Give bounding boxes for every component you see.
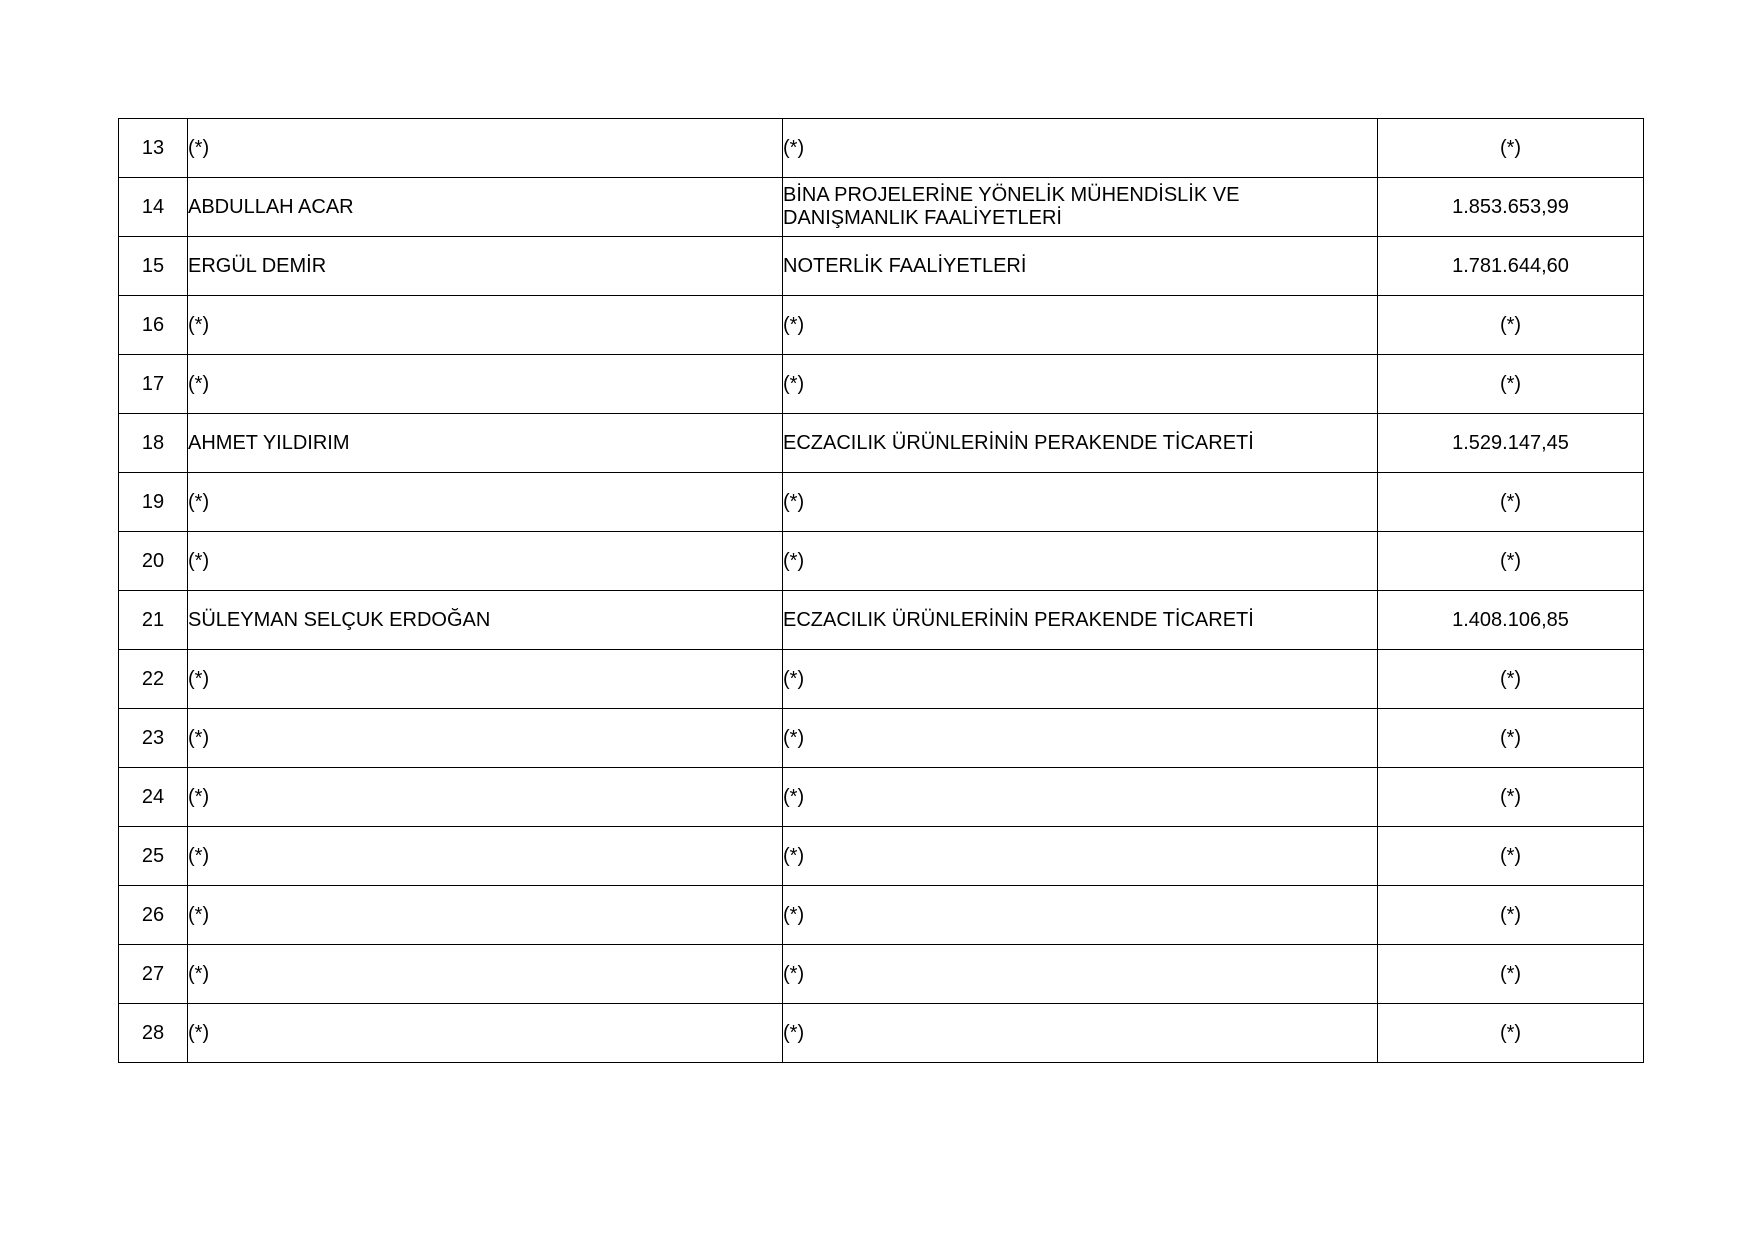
row-number-cell: 13 [119, 119, 188, 178]
amount-cell: 1.781.644,60 [1378, 237, 1644, 296]
activity-cell: (*) [783, 473, 1378, 532]
name-cell: (*) [188, 768, 783, 827]
activity-cell: ECZACILIK ÜRÜNLERİNİN PERAKENDE TİCARETİ [783, 414, 1378, 473]
row-number-cell: 20 [119, 532, 188, 591]
name-cell: SÜLEYMAN SELÇUK ERDOĞAN [188, 591, 783, 650]
name-cell: (*) [188, 296, 783, 355]
row-number-cell: 15 [119, 237, 188, 296]
amount-cell: (*) [1378, 532, 1644, 591]
table-row [119, 945, 1644, 1004]
taxpayer-list-table [118, 118, 1644, 1063]
amount-cell: (*) [1378, 650, 1644, 709]
row-number-cell: 18 [119, 414, 188, 473]
table-row [119, 768, 1644, 827]
row-number-cell: 28 [119, 1004, 188, 1063]
amount-cell: (*) [1378, 709, 1644, 768]
table-row [119, 650, 1644, 709]
amount-cell: (*) [1378, 768, 1644, 827]
row-number-cell: 16 [119, 296, 188, 355]
amount-cell: 1.408.106,85 [1378, 591, 1644, 650]
activity-cell: (*) [783, 119, 1378, 178]
table-row [119, 355, 1644, 414]
table-row [119, 119, 1644, 178]
table-row [119, 709, 1644, 768]
activity-cell: (*) [783, 886, 1378, 945]
amount-cell: (*) [1378, 945, 1644, 1004]
row-number-cell: 14 [119, 178, 188, 237]
activity-cell: (*) [783, 650, 1378, 709]
name-cell: (*) [188, 886, 783, 945]
activity-cell: (*) [783, 1004, 1378, 1063]
name-cell: ABDULLAH ACAR [188, 178, 783, 237]
amount-cell: 1.853.653,99 [1378, 178, 1644, 237]
amount-cell: (*) [1378, 827, 1644, 886]
name-cell: (*) [188, 473, 783, 532]
name-cell: (*) [188, 1004, 783, 1063]
table-row [119, 532, 1644, 591]
table-row [119, 178, 1644, 237]
amount-cell: (*) [1378, 296, 1644, 355]
activity-cell: (*) [783, 532, 1378, 591]
row-number-cell: 23 [119, 709, 188, 768]
amount-cell: (*) [1378, 473, 1644, 532]
activity-cell: NOTERLİK FAALİYETLERİ [783, 237, 1378, 296]
name-cell: AHMET YILDIRIM [188, 414, 783, 473]
table-body [119, 119, 1644, 1063]
table-row [119, 473, 1644, 532]
activity-cell: (*) [783, 768, 1378, 827]
row-number-cell: 25 [119, 827, 188, 886]
activity-cell: (*) [783, 709, 1378, 768]
amount-cell: 1.529.147,45 [1378, 414, 1644, 473]
row-number-cell: 26 [119, 886, 188, 945]
table-row [119, 827, 1644, 886]
table-row [119, 237, 1644, 296]
table-row [119, 591, 1644, 650]
table-row [119, 296, 1644, 355]
row-number-cell: 24 [119, 768, 188, 827]
name-cell: (*) [188, 650, 783, 709]
activity-cell: BİNA PROJELERİNE YÖNELİK MÜHENDİSLİK VE DANIŞMANLIK FAALİYETLERİ [783, 178, 1378, 237]
name-cell: ERGÜL DEMİR [188, 237, 783, 296]
activity-cell: (*) [783, 355, 1378, 414]
activity-cell: (*) [783, 296, 1378, 355]
name-cell: (*) [188, 355, 783, 414]
name-cell: (*) [188, 709, 783, 768]
row-number-cell: 21 [119, 591, 188, 650]
name-cell: (*) [188, 119, 783, 178]
activity-cell: (*) [783, 827, 1378, 886]
row-number-cell: 27 [119, 945, 188, 1004]
table-row [119, 1004, 1644, 1063]
name-cell: (*) [188, 532, 783, 591]
name-cell: (*) [188, 827, 783, 886]
row-number-cell: 19 [119, 473, 188, 532]
amount-cell: (*) [1378, 886, 1644, 945]
amount-cell: (*) [1378, 355, 1644, 414]
row-number-cell: 22 [119, 650, 188, 709]
name-cell: (*) [188, 945, 783, 1004]
table-row [119, 414, 1644, 473]
table-row [119, 886, 1644, 945]
activity-cell: (*) [783, 945, 1378, 1004]
activity-cell: ECZACILIK ÜRÜNLERİNİN PERAKENDE TİCARETİ [783, 591, 1378, 650]
amount-cell: (*) [1378, 119, 1644, 178]
row-number-cell: 17 [119, 355, 188, 414]
amount-cell: (*) [1378, 1004, 1644, 1063]
